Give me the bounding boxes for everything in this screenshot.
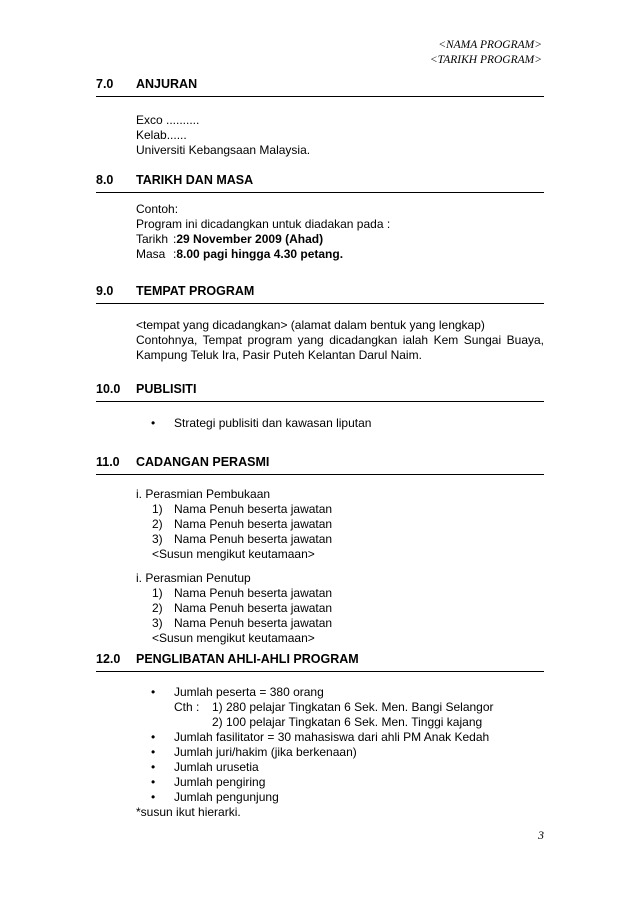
example-label: Cth : bbox=[174, 700, 200, 714]
section-title: TEMPAT PROGRAM bbox=[136, 284, 255, 298]
page-header bbox=[430, 38, 542, 68]
example-text: 2) 100 pelajar Tingkatan 6 Sek. Men. Tinggi kajang bbox=[212, 715, 483, 729]
time-sep: : bbox=[173, 247, 177, 261]
anjuran-line: Kelab...... bbox=[136, 128, 187, 142]
anjuran-line: Exco .......... bbox=[136, 113, 200, 127]
list-item bbox=[152, 586, 544, 601]
item-text: Nama Penuh beserta jawatan bbox=[174, 532, 333, 546]
item-text: Nama Penuh beserta jawatan bbox=[174, 616, 333, 630]
hierarchy-note: *susun ikut hierarki. bbox=[136, 805, 241, 819]
section-8-heading bbox=[96, 173, 544, 193]
item-number: 3) bbox=[152, 532, 163, 546]
page-number: 3 bbox=[538, 828, 544, 842]
item-number: 1) bbox=[152, 586, 163, 600]
list-item: • Jumlah pengunjung bbox=[136, 790, 544, 805]
list-item bbox=[152, 616, 544, 631]
time-label: Masa bbox=[136, 247, 166, 261]
section-12-body bbox=[136, 685, 544, 820]
list-item: • Strategi publisiti dan kawasan liputan bbox=[136, 416, 544, 431]
item-number: 3) bbox=[152, 616, 163, 630]
item-number: 1) bbox=[152, 502, 163, 516]
section-11-heading bbox=[96, 455, 544, 475]
item-text: Nama Penuh beserta jawatan bbox=[174, 517, 333, 531]
item-text: Nama Penuh beserta jawatan bbox=[174, 586, 333, 600]
date-label: Tarikh bbox=[136, 232, 169, 246]
list-item: • Jumlah pengiring bbox=[136, 775, 544, 790]
section-title: PENGLIBATAN AHLI-AHLI PROGRAM bbox=[136, 652, 359, 666]
intro-text: Contoh: bbox=[136, 202, 179, 216]
list-item bbox=[152, 601, 544, 616]
anjuran-line: Universiti Kebangsaan Malaysia. bbox=[136, 143, 311, 157]
date-row bbox=[136, 232, 544, 247]
place-paragraph: Contohnya, Tempat program yang dicadangkan ialah Kem Sungai Buaya, Kampung Teluk Ira, Pasir Puteh Kelantan Darul Naim. bbox=[136, 333, 544, 362]
section-9-body bbox=[136, 318, 544, 363]
section-9-heading bbox=[96, 284, 544, 304]
example-row bbox=[136, 715, 544, 730]
example-row bbox=[136, 700, 544, 715]
section-number: 11.0 bbox=[96, 455, 120, 469]
section-number: 9.0 bbox=[96, 284, 114, 298]
section-title: PUBLISITI bbox=[136, 382, 197, 396]
order-note: <Susun mengikut keutamaan> bbox=[152, 547, 315, 561]
place-line: <tempat yang dicadangkan> (alamat dalam bentuk yang lengkap) bbox=[136, 318, 485, 332]
list-item: • Jumlah juri/hakim (jika berkenaan) bbox=[136, 745, 544, 760]
section-12-heading bbox=[96, 652, 544, 672]
example-text: 1) 280 pelajar Tingkatan 6 Sek. Men. Bangi Selangor bbox=[212, 700, 494, 714]
item-text: Nama Penuh beserta jawatan bbox=[174, 601, 333, 615]
section-title: CADANGAN PERASMI bbox=[136, 455, 270, 469]
list-item bbox=[152, 502, 544, 517]
section-8-body bbox=[136, 202, 544, 262]
section-number: 10.0 bbox=[96, 382, 121, 396]
section-number: 7.0 bbox=[96, 77, 114, 91]
item-number: 2) bbox=[152, 517, 163, 531]
section-7-heading bbox=[96, 77, 544, 97]
list-item bbox=[152, 517, 544, 532]
date-value: 29 November 2009 (Ahad) bbox=[176, 232, 324, 246]
section-number: 8.0 bbox=[96, 173, 114, 187]
item-text: Nama Penuh beserta jawatan bbox=[174, 502, 333, 516]
time-value: 8.00 pagi hingga 4.30 petang. bbox=[176, 247, 344, 261]
section-11-body bbox=[136, 487, 544, 646]
list-item: • Jumlah urusetia bbox=[136, 760, 544, 775]
section-10-body bbox=[136, 416, 544, 431]
list-item: • Jumlah fasilitator = 30 mahasiswa dari ahli PM Anak Kedah bbox=[136, 730, 544, 745]
program-name: <NAMA PROGRAM> bbox=[438, 39, 542, 51]
section-title: ANJURAN bbox=[136, 77, 198, 91]
list-item: • Jumlah peserta = 380 orang bbox=[136, 685, 544, 700]
intro-text: Program ini dicadangkan untuk diadakan pada : bbox=[136, 217, 391, 231]
section-title: TARIKH DAN MASA bbox=[136, 173, 254, 187]
section-10-heading bbox=[96, 382, 544, 402]
opening-title: i. Perasmian Pembukaan bbox=[136, 487, 271, 501]
section-number: 12.0 bbox=[96, 652, 121, 666]
list-item bbox=[152, 532, 544, 547]
time-row bbox=[136, 247, 544, 262]
order-note: <Susun mengikut keutamaan> bbox=[152, 631, 315, 645]
program-date: <TARIKH PROGRAM> bbox=[429, 54, 542, 66]
item-number: 2) bbox=[152, 601, 163, 615]
date-sep: : bbox=[173, 232, 177, 246]
closing-title: i. Perasmian Penutup bbox=[136, 571, 251, 585]
section-7-body bbox=[136, 113, 544, 158]
